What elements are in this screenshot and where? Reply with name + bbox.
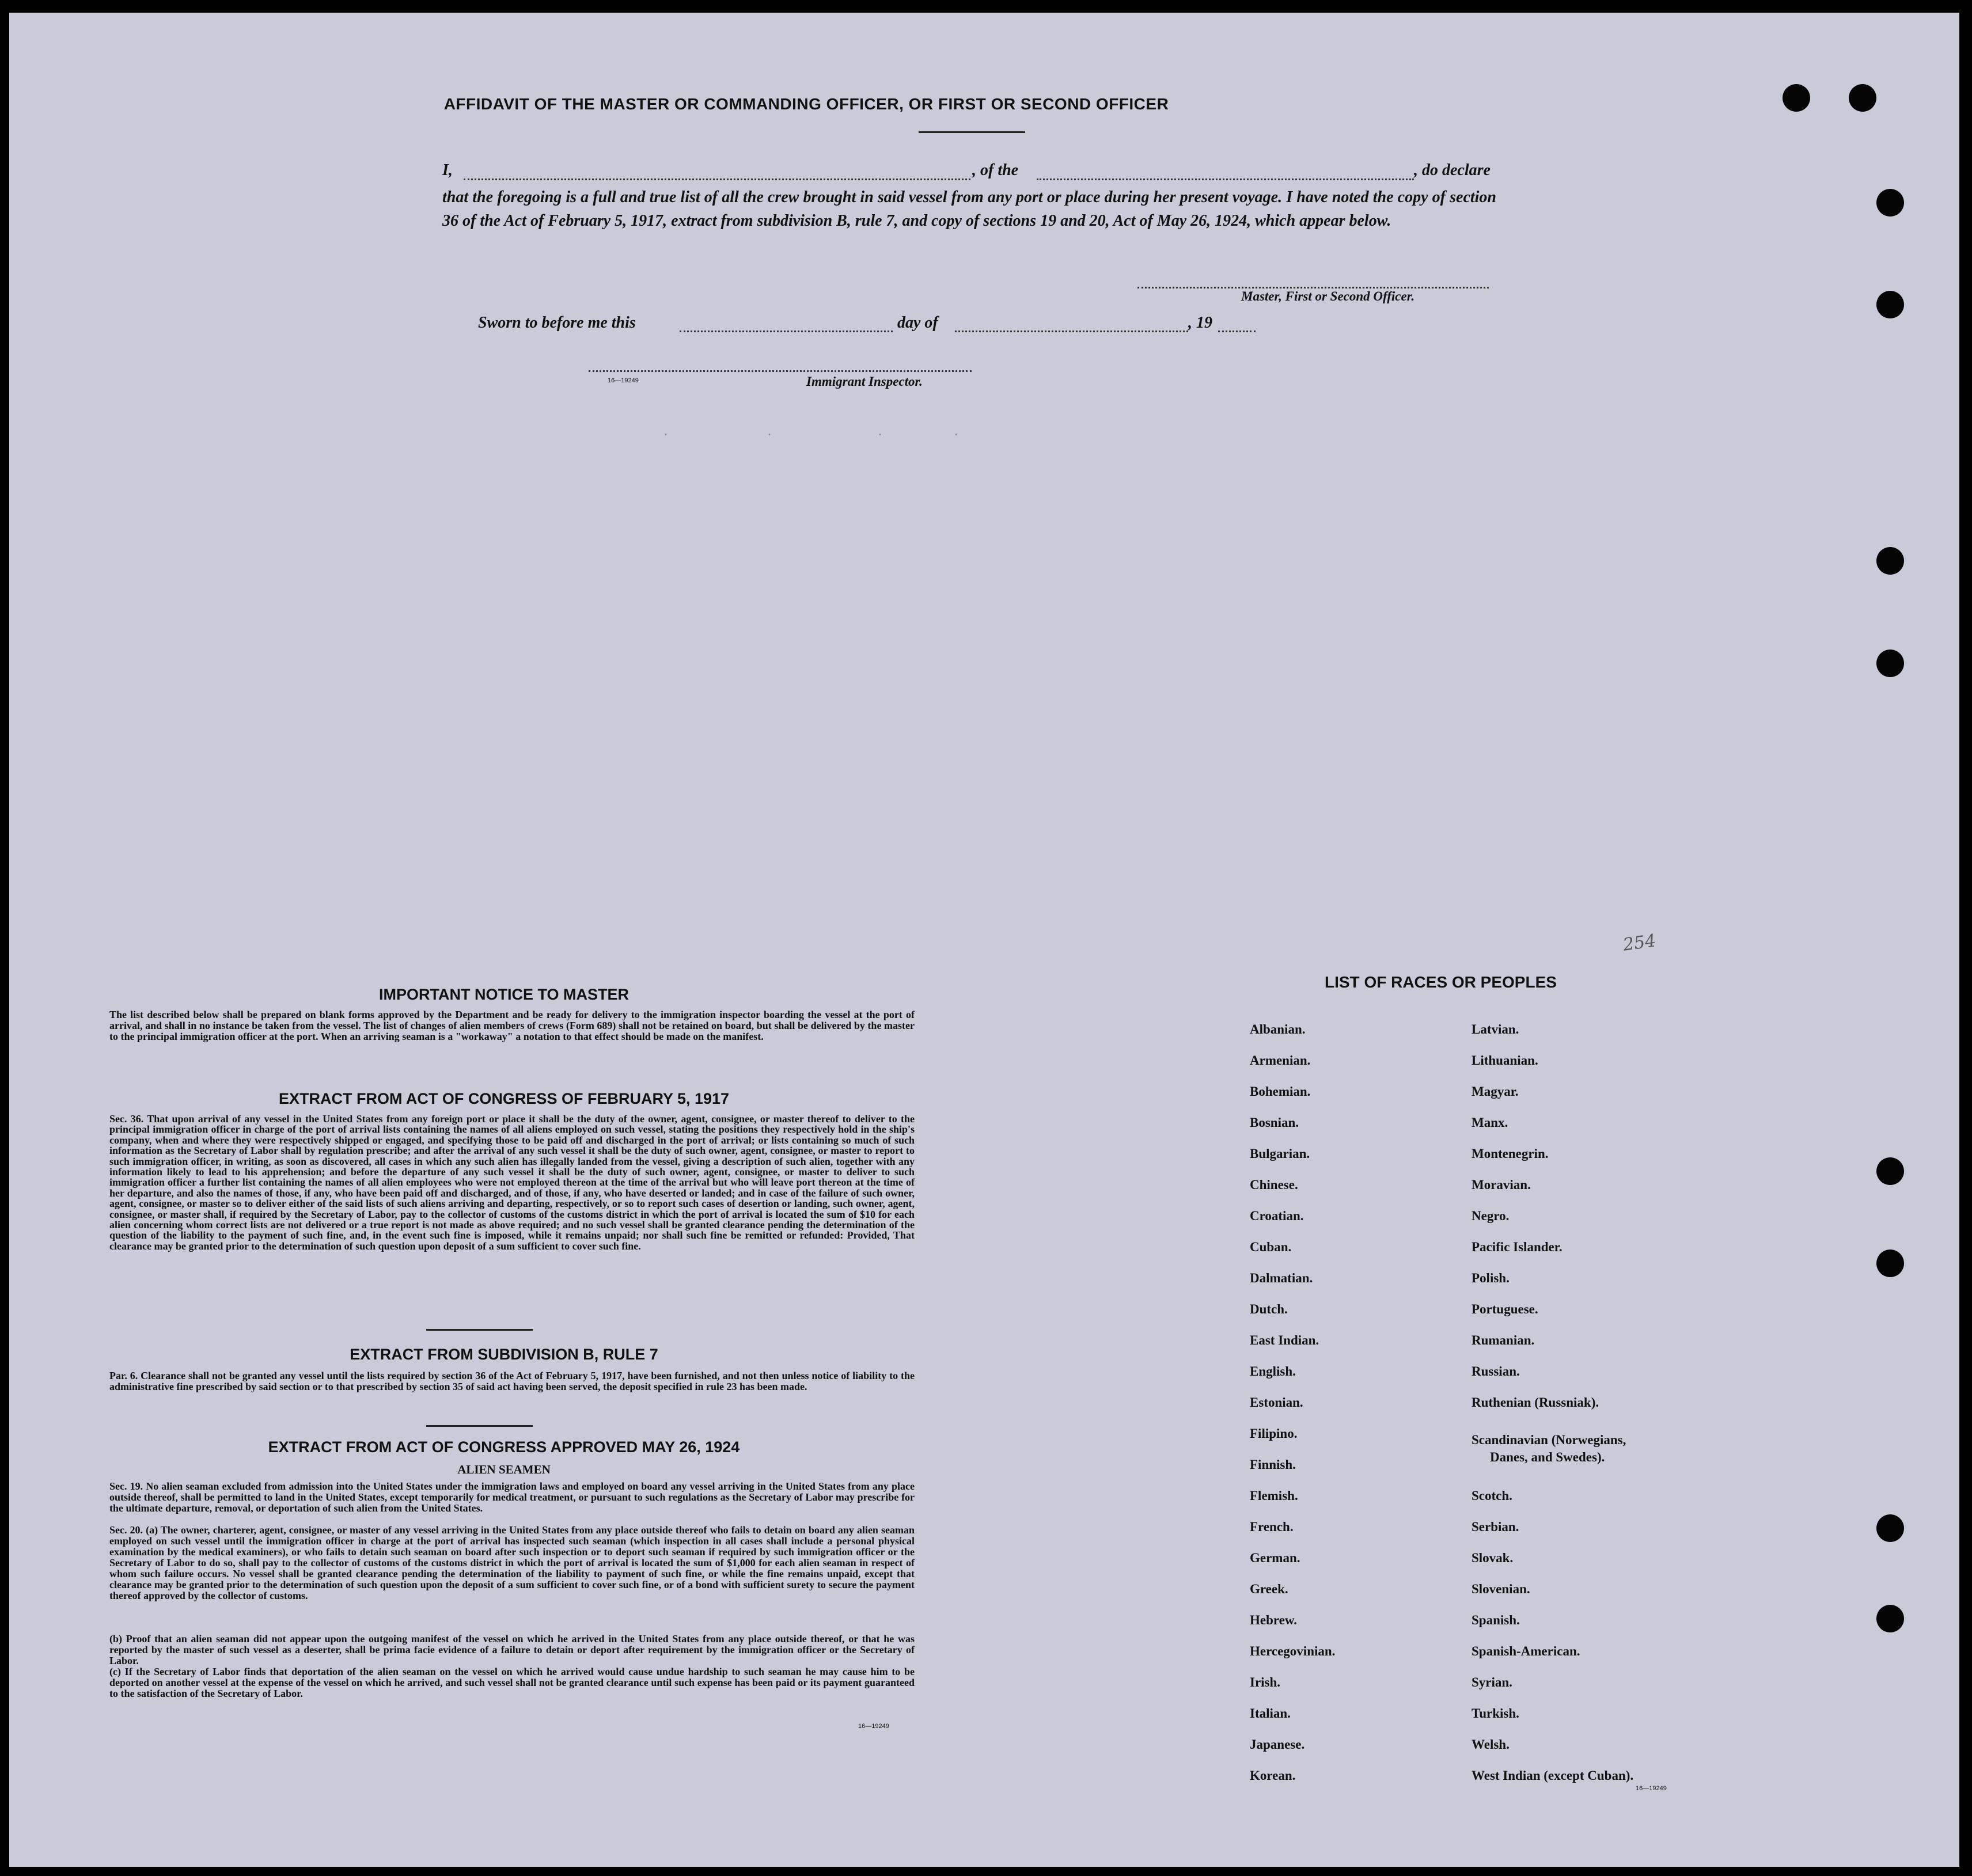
officer-name-field[interactable] xyxy=(464,179,970,180)
race-item: Italian. xyxy=(1250,1706,1291,1721)
race-item: Magyar. xyxy=(1472,1084,1519,1099)
punch-hole xyxy=(1876,1250,1904,1277)
race-item: Greek. xyxy=(1250,1582,1288,1596)
alien-seamen-subtitle: ALIEN SEAMEN xyxy=(457,1463,551,1476)
race-item: Bulgarian. xyxy=(1250,1146,1310,1161)
punch-hole xyxy=(1849,84,1876,112)
sec20c-body: (c) If the Secretary of Labor finds that deportation of the alien seaman on the vessel on which he arrived would cause undue hardship to such seaman he may cause him to be deported on another vessel at the expense of the vessel on which he arrived, and such vessel shall not be granted clearance until such expense has been paid or its payment guaranteed to the satisfaction of the Secretary of Labor. xyxy=(109,1666,915,1699)
of-the-label: , of the xyxy=(972,161,1019,179)
day-of-label: day of xyxy=(897,314,938,332)
race-item: Spanish. xyxy=(1472,1613,1520,1627)
race-item: Danes, and Swedes). xyxy=(1490,1450,1605,1464)
affidavit-body: that the foregoing is a full and true list of all the crew brought in said vessel from any port or place during her present voyage. I have noted the copy of section 36 of the Act of February 5, 1917, extract from subdivision B, rule 7, and copy of sections 19 and 20, Act of May 26, 1924, which appear below. xyxy=(442,188,1496,230)
race-item: Pacific Islander. xyxy=(1472,1240,1563,1254)
form-number: 16—19249 xyxy=(608,377,639,384)
sworn-month-field[interactable] xyxy=(955,331,1188,332)
race-item: Chinese. xyxy=(1250,1178,1298,1192)
race-item: Moravian. xyxy=(1472,1178,1531,1192)
race-item: East Indian. xyxy=(1250,1333,1319,1347)
master-signature-field[interactable] xyxy=(1137,287,1489,288)
punch-hole xyxy=(1876,1157,1904,1185)
race-item: Armenian. xyxy=(1250,1053,1311,1068)
race-item: Serbian. xyxy=(1472,1520,1519,1534)
race-item: Japanese. xyxy=(1250,1737,1305,1752)
race-item: Scotch. xyxy=(1472,1488,1512,1503)
sworn-label: Sworn to before me this xyxy=(478,314,636,332)
race-item: Ruthenian (Russniak). xyxy=(1472,1395,1599,1410)
race-item: Dutch. xyxy=(1250,1302,1288,1316)
punch-hole xyxy=(1876,650,1904,677)
race-item: Lithuanian. xyxy=(1472,1053,1538,1068)
extract-1917-body: Sec. 36. That upon arrival of any vessel in the United States from any foreign port or place it shall be the duty of the owner, agent, consignee, or master thereof to deliver to the principal immigration officer in charge of the port of arrival lists containing the names of all aliens employed on such vessel, stating the positions they respectively hold in the ship's company, when and where they were respectively shipped or engaged, and specifying those to be paid off and discharged in the port of arrival; or lists containing so much of such information as the Secretary of Labor shall by regulation prescribe; and after the arrival of any such vessel it shall be the duty of such owner, agent, consignee, or master to report to such immigration officer, in writing, as soon as discovered, all cases in which any such alien has illegally landed from the vessel, giving a description of such alien, together with any information likely to lead to his apprehension; and before the departure of any such vessel it shall be the duty of such owner, agent, consignee, or master to deliver to such immigration officer a further list containing the names of all alien employees who were not employed thereon at the time of the arrival but who will leave port thereon at the time of her departure, and also the names of those, if any, who have been paid off and discharged, and of those, if any, who have deserted or landed; and in case of the failure of such owner, agent, consignee, or master so to deliver either of the said lists of such aliens arriving and departing, respectively, or so to report such cases of desertion or landing, such owner, agent, consignee, or master shall, if required by the Secretary of Labor, pay to the collector of customs of the customs district in which the port of arrival is located the sum of $10 for each alien concerning whom correct lists are not delivered or a true report is not made as above required; and no such vessel shall be granted clearance pending the determination of the question of the liability to the payment of such fine, and, in the event such fine is imposed, while it remains unpaid; nor shall such fine be remitted or refunded: Provided, That clearance may be granted prior to the determination of such question upon deposit of a sum sufficient to cover such fine. xyxy=(109,1113,915,1252)
race-item: Estonian. xyxy=(1250,1395,1303,1410)
race-item: Irish. xyxy=(1250,1675,1281,1689)
race-item: Slovenian. xyxy=(1472,1582,1530,1596)
race-item: Slovak. xyxy=(1472,1551,1514,1565)
race-item: West Indian (except Cuban). xyxy=(1472,1768,1634,1783)
race-item: French. xyxy=(1250,1520,1294,1534)
race-item: Syrian. xyxy=(1472,1675,1512,1689)
vessel-name-field[interactable] xyxy=(1037,179,1414,180)
sworn-year-field[interactable] xyxy=(1218,331,1256,332)
races-title: LIST OF RACES OR PEOPLES xyxy=(1325,973,1557,991)
race-item: Latvian. xyxy=(1472,1022,1519,1036)
punch-hole xyxy=(1876,189,1904,217)
sec20a-body: Sec. 20. (a) The owner, charterer, agent, consignee, or master of any vessel arriving in the United States from any place outside thereof who fails to detain on board any alien seaman employed on such vessel until the immigration officer in charge at the port of arrival has inspected such seaman (which inspection in all cases shall include a personal physical examination by the medical examiners), or who fails to detain such seaman on board after such inspection or to deport such seaman if required by such immigration officer or the Secretary of Labor to do so, shall pay to the collector of customs of the customs district in which the port of arrival is located the sum of $1,000 for each alien seaman in respect of whom such failure occurs. No vessel shall be granted clearance pending the determination of the liability to payment of such fine, or while the fine remains unpaid, except that clearance may be granted prior to the determination of such question upon the deposit of a sum sufficient to cover such fine, or of a bond with sufficient surety to secure the payment thereof approved by the collector of customs. xyxy=(109,1524,915,1601)
bleed-through-marks: . . . . xyxy=(662,426,960,439)
subdivision-b-title: EXTRACT FROM SUBDIVISION B, RULE 7 xyxy=(350,1346,658,1363)
race-item: Hercegovinian. xyxy=(1250,1644,1336,1658)
handwritten-note: 254 xyxy=(1621,931,1658,955)
race-item: Albanian. xyxy=(1250,1022,1306,1036)
race-item: Bohemian. xyxy=(1250,1084,1311,1099)
race-item: Hebrew. xyxy=(1250,1613,1297,1627)
do-declare-label: , do declare xyxy=(1414,161,1491,179)
punch-hole xyxy=(1876,547,1904,575)
race-item: English. xyxy=(1250,1364,1296,1378)
race-item: German. xyxy=(1250,1551,1300,1565)
race-item: Manx. xyxy=(1472,1115,1508,1130)
affidavit-title: AFFIDAVIT OF THE MASTER OR COMMANDING OFFICER, OR FIRST OR SECOND OFFICER xyxy=(443,95,1169,113)
race-item: Russian. xyxy=(1472,1364,1520,1378)
race-item: Montenegrin. xyxy=(1472,1146,1549,1161)
race-item: Dalmatian. xyxy=(1250,1271,1313,1285)
race-item: Rumanian. xyxy=(1472,1333,1535,1347)
race-item: Polish. xyxy=(1472,1271,1510,1285)
race-item: Turkish. xyxy=(1472,1706,1519,1721)
notice-body: The list described below shall be prepared on blank forms approved by the Department and be ready for delivery to the immigration inspector boarding the vessel at the port of arrival, and shall in no instance be taken from the vessel. The list of changes of alien members of crews (Form 689) shall not be retained on board, but shall be delivered by the master to the principal immigration officer at the port. When an arriving seaman is a "workaway" a notation to that effect should be made on the manifest. xyxy=(109,1009,915,1042)
year-label: , 19 xyxy=(1188,314,1212,332)
race-item: Negro. xyxy=(1472,1209,1510,1223)
sec20b-body: (b) Proof that an alien seaman did not appear upon the outgoing manifest of the vessel on which he arrived in the United States from any place outside thereof, or that he was reported by the master of such vessel as a deserter, shall be prima facie evidence of a failure to detain or deport after requirement by the immigration officer or the Secretary of Labor. xyxy=(109,1633,915,1666)
inspector-signature-field[interactable] xyxy=(589,370,972,372)
race-item: Cuban. xyxy=(1250,1240,1292,1254)
form-number: 16—19249 xyxy=(1636,1785,1667,1792)
race-item: Korean. xyxy=(1250,1768,1296,1783)
extract-1924-title: EXTRACT FROM ACT OF CONGRESS APPROVED MAY 26, 1924 xyxy=(268,1438,740,1456)
title-underline xyxy=(919,131,1025,133)
punch-hole xyxy=(1783,84,1810,112)
extract-1917-title: EXTRACT FROM ACT OF CONGRESS OF FEBRUARY 5, 1917 xyxy=(278,1090,730,1107)
race-item: Scandinavian (Norwegians, xyxy=(1472,1433,1626,1447)
race-item: Finnish. xyxy=(1250,1457,1296,1472)
affidavit-i-label: I, xyxy=(442,161,453,179)
race-item: Croatian. xyxy=(1250,1209,1304,1223)
master-signature-label: Master, First or Second Officer. xyxy=(1241,289,1415,303)
section-divider xyxy=(426,1329,533,1331)
punch-hole xyxy=(1876,1605,1904,1632)
race-item: Welsh. xyxy=(1472,1737,1510,1752)
form-number: 16—19249 xyxy=(858,1723,889,1730)
notice-title: IMPORTANT NOTICE TO MASTER xyxy=(379,986,629,1003)
sec19-body: Sec. 19. No alien seaman excluded from admission into the United States under the immigration laws and employed on board any vessel arriving in the United States from any place outside thereof, shall be permitted to land in the United States, except temporarily for medical treatment, or pursuant to such regulations as the Secretary of Labor may prescribe for the ultimate departure, removal, or deportation of such alien from the United States. xyxy=(109,1480,915,1514)
race-item: Bosnian. xyxy=(1250,1115,1299,1130)
subdivision-b-body: Par. 6. Clearance shall not be granted any vessel until the lists required by section 36 of the Act of February 5, 1917, have been furnished, and not then unless notice of liability to the administrative fine prescribed by said section or to that prescribed by section 35 of said act having been served, the deposit specified in rule 23 has been made. xyxy=(109,1370,915,1392)
race-item: Portuguese. xyxy=(1472,1302,1538,1316)
race-item: Filipino. xyxy=(1250,1426,1298,1441)
punch-hole xyxy=(1876,1514,1904,1542)
race-item: Flemish. xyxy=(1250,1488,1298,1503)
sworn-day-field[interactable] xyxy=(680,331,893,332)
punch-hole xyxy=(1876,291,1904,318)
section-divider xyxy=(426,1425,533,1427)
race-item: Spanish-American. xyxy=(1472,1644,1580,1658)
inspector-label: Immigrant Inspector. xyxy=(806,374,923,389)
